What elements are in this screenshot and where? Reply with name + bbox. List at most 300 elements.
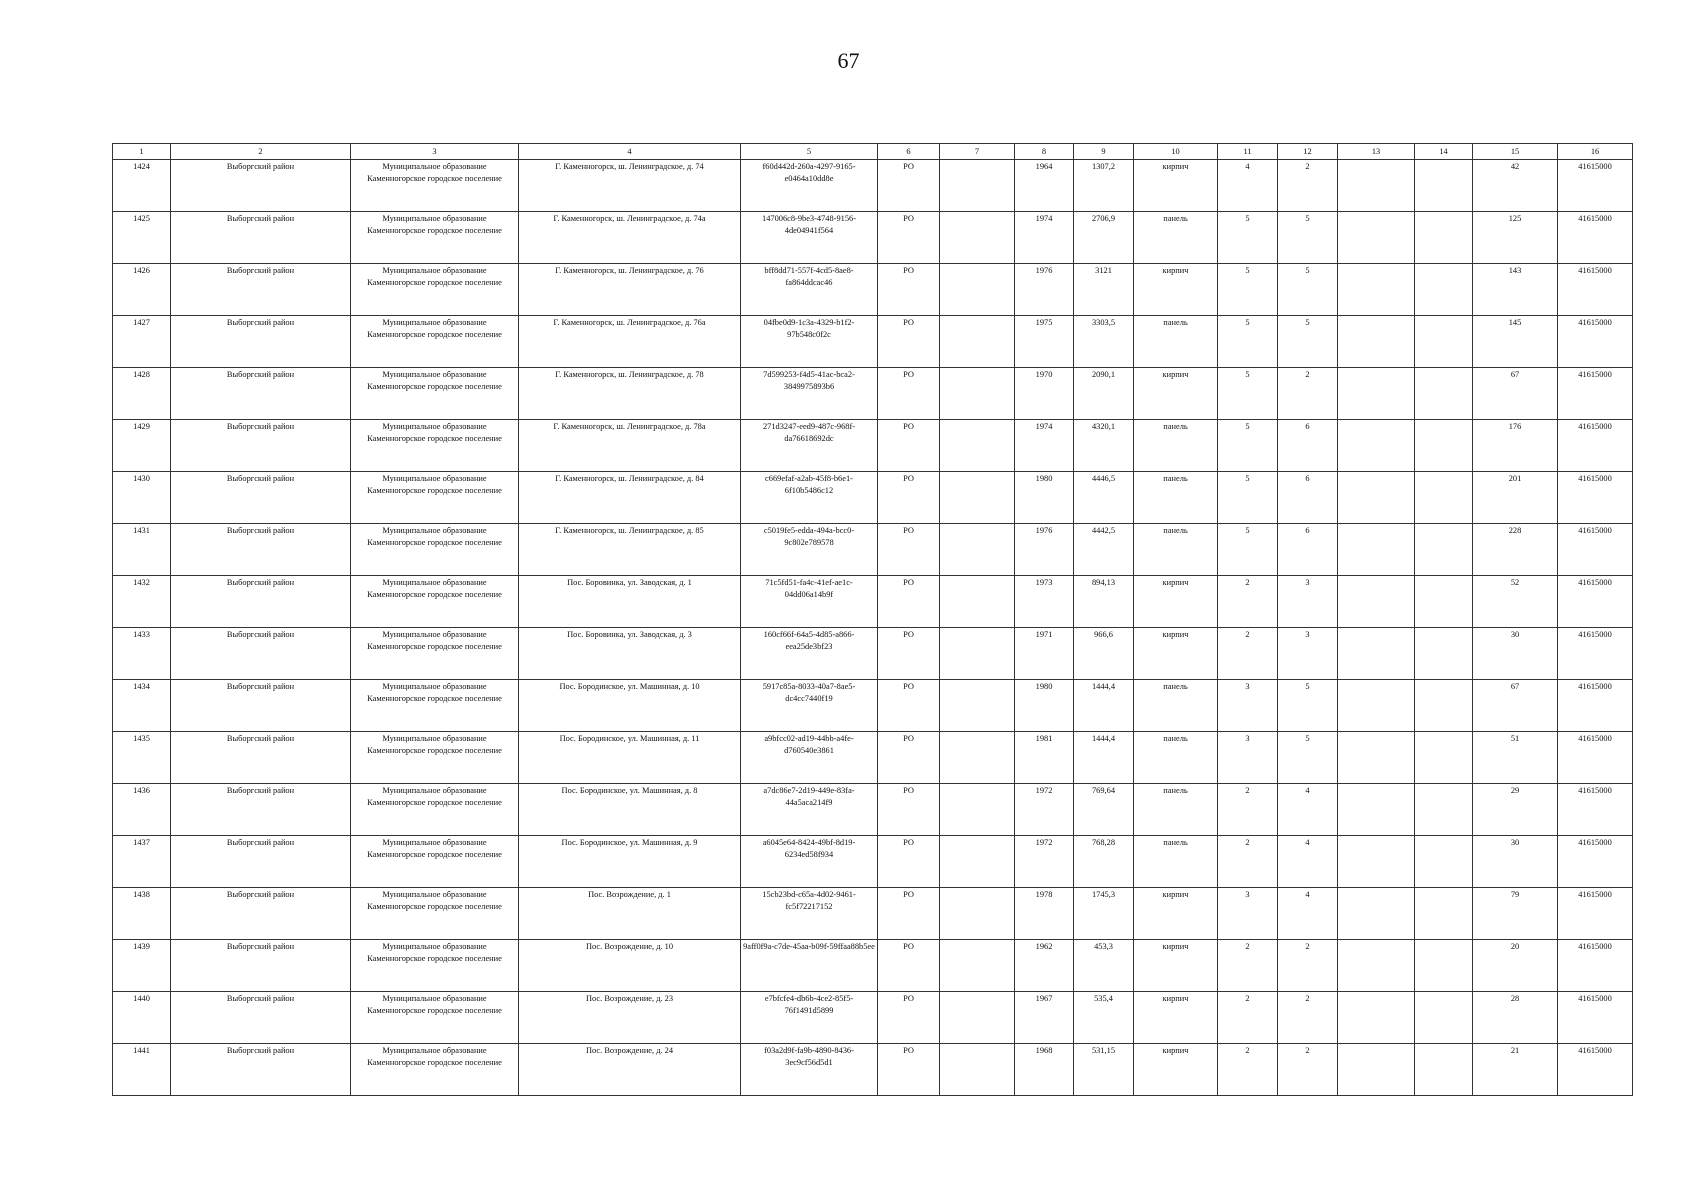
table-cell-col-14 — [1415, 1044, 1473, 1096]
table-cell-col-10: панель — [1134, 420, 1218, 472]
table-cell-col-11: 5 — [1218, 472, 1278, 524]
table-cell-col-15: 143 — [1473, 264, 1558, 316]
table-cell-col-6: РО — [878, 628, 940, 680]
table-cell-col-3: Муниципальное образование Каменногорское городское поселение — [351, 368, 519, 420]
column-header-7: 7 — [940, 144, 1015, 160]
table-cell-col-11: 2 — [1218, 784, 1278, 836]
table-cell-col-12: 5 — [1278, 212, 1338, 264]
table-cell-col-11: 5 — [1218, 316, 1278, 368]
table-cell-col-11: 5 — [1218, 368, 1278, 420]
table-cell-col-6: РО — [878, 316, 940, 368]
table-cell-col-12: 5 — [1278, 680, 1338, 732]
table-cell-col-4: Пос. Бородинское, ул. Машинная, д. 11 — [519, 732, 741, 784]
table-row — [113, 1044, 1633, 1096]
table-row — [113, 212, 1633, 264]
table-cell-col-3: Муниципальное образование Каменногорское городское поселение — [351, 264, 519, 316]
table-cell-col-5: 15cb23bd-c65a-4d02-9461-fc5f72217152 — [741, 888, 878, 940]
table-cell-col-12: 6 — [1278, 472, 1338, 524]
table-cell-col-12: 4 — [1278, 836, 1338, 888]
table-cell-col-11: 2 — [1218, 628, 1278, 680]
table-cell-col-2: Выборгский район — [171, 160, 351, 212]
table-cell-col-12: 3 — [1278, 576, 1338, 628]
table-cell-col-4: Г. Каменногорск, ш. Ленинградское, д. 78а — [519, 420, 741, 472]
table-cell-col-11: 2 — [1218, 992, 1278, 1044]
table-cell-col-9: 966,6 — [1074, 628, 1134, 680]
table-cell-col-5: 5917c85a-8033-40a7-8ae5-dc4cc7440f19 — [741, 680, 878, 732]
table-cell-col-9: 2090,1 — [1074, 368, 1134, 420]
table-cell-col-1: 1439 — [113, 940, 171, 992]
table-cell-col-12: 2 — [1278, 940, 1338, 992]
table-cell-col-2: Выборгский район — [171, 1044, 351, 1096]
table-cell-col-7 — [940, 940, 1015, 992]
table-cell-col-9: 4320,1 — [1074, 420, 1134, 472]
table-cell-col-15: 67 — [1473, 680, 1558, 732]
table-cell-col-12: 2 — [1278, 160, 1338, 212]
table-cell-col-1: 1425 — [113, 212, 171, 264]
table-cell-col-15: 42 — [1473, 160, 1558, 212]
table-cell-col-15: 79 — [1473, 888, 1558, 940]
table-cell-col-15: 201 — [1473, 472, 1558, 524]
table-cell-col-5: 04fbe0d9-1c3a-4329-b1f2-97b548c0f2c — [741, 316, 878, 368]
table-cell-col-4: Г. Каменногорск, ш. Ленинградское, д. 74 — [519, 160, 741, 212]
table-cell-col-11: 3 — [1218, 680, 1278, 732]
table-cell-col-2: Выборгский район — [171, 524, 351, 576]
table-cell-col-10: кирпич — [1134, 368, 1218, 420]
table-cell-col-13 — [1338, 576, 1415, 628]
table-cell-col-15: 176 — [1473, 420, 1558, 472]
table-cell-col-3: Муниципальное образование Каменногорское городское поселение — [351, 784, 519, 836]
table-cell-col-8: 1968 — [1015, 1044, 1074, 1096]
column-header-3: 3 — [351, 144, 519, 160]
table-cell-col-13 — [1338, 940, 1415, 992]
table-cell-col-5: f03a2d9f-fa9b-4890-8436-3ec9cf56d5d1 — [741, 1044, 878, 1096]
table-cell-col-8: 1962 — [1015, 940, 1074, 992]
column-header-13: 13 — [1338, 144, 1415, 160]
table-cell-col-9: 4442,5 — [1074, 524, 1134, 576]
table-cell-col-2: Выборгский район — [171, 264, 351, 316]
table-row — [113, 940, 1633, 992]
table-cell-col-10: кирпич — [1134, 160, 1218, 212]
table-cell-col-12: 3 — [1278, 628, 1338, 680]
table-cell-col-13 — [1338, 888, 1415, 940]
table-body — [113, 160, 1633, 1096]
table-cell-col-10: панель — [1134, 524, 1218, 576]
table-cell-col-16: 41615000 — [1558, 420, 1633, 472]
table-cell-col-8: 1980 — [1015, 472, 1074, 524]
table-cell-col-9: 3303,5 — [1074, 316, 1134, 368]
table-cell-col-13 — [1338, 524, 1415, 576]
table-cell-col-6: РО — [878, 524, 940, 576]
table-cell-col-4: Пос. Бородинское, ул. Машинная, д. 10 — [519, 680, 741, 732]
table-cell-col-11: 5 — [1218, 524, 1278, 576]
table-cell-col-3: Муниципальное образование Каменногорское городское поселение — [351, 524, 519, 576]
table-cell-col-4: Пос. Возрождение, д. 10 — [519, 940, 741, 992]
table-cell-col-2: Выборгский район — [171, 940, 351, 992]
table-cell-col-14 — [1415, 576, 1473, 628]
table-cell-col-7 — [940, 576, 1015, 628]
table-cell-col-5: f60d442d-260a-4297-9165-e0464a10dd8e — [741, 160, 878, 212]
table-cell-col-3: Муниципальное образование Каменногорское городское поселение — [351, 420, 519, 472]
header-row — [113, 144, 1633, 160]
table-cell-col-8: 1980 — [1015, 680, 1074, 732]
table-cell-col-4: Г. Каменногорск, ш. Ленинградское, д. 78 — [519, 368, 741, 420]
table-cell-col-7 — [940, 524, 1015, 576]
table-cell-col-2: Выборгский район — [171, 784, 351, 836]
table-cell-col-5: a7dc86e7-2d19-449e-83fa-44a5aca214f9 — [741, 784, 878, 836]
table-row — [113, 576, 1633, 628]
table-cell-col-10: кирпич — [1134, 888, 1218, 940]
table-row — [113, 160, 1633, 212]
column-header-6: 6 — [878, 144, 940, 160]
table-cell-col-16: 41615000 — [1558, 732, 1633, 784]
table-cell-col-5: 71c5fd51-fa4c-41ef-ae1c-04dd06a14b9f — [741, 576, 878, 628]
table-row — [113, 316, 1633, 368]
table-cell-col-1: 1429 — [113, 420, 171, 472]
table-cell-col-15: 20 — [1473, 940, 1558, 992]
table-cell-col-16: 41615000 — [1558, 784, 1633, 836]
table-cell-col-15: 28 — [1473, 992, 1558, 1044]
table-cell-col-4: Пос. Возрождение, д. 24 — [519, 1044, 741, 1096]
table-cell-col-12: 6 — [1278, 524, 1338, 576]
column-header-2: 2 — [171, 144, 351, 160]
table-cell-col-6: РО — [878, 940, 940, 992]
table-cell-col-6: РО — [878, 212, 940, 264]
table-cell-col-10: кирпич — [1134, 576, 1218, 628]
table-cell-col-4: Г. Каменногорск, ш. Ленинградское, д. 76а — [519, 316, 741, 368]
column-header-4: 4 — [519, 144, 741, 160]
table-cell-col-14 — [1415, 368, 1473, 420]
table-cell-col-3: Муниципальное образование Каменногорское городское поселение — [351, 316, 519, 368]
table-cell-col-7 — [940, 680, 1015, 732]
table-cell-col-13 — [1338, 368, 1415, 420]
table-row — [113, 992, 1633, 1044]
table-cell-col-16: 41615000 — [1558, 212, 1633, 264]
table-cell-col-10: панель — [1134, 836, 1218, 888]
table-cell-col-13 — [1338, 316, 1415, 368]
table-cell-col-16: 41615000 — [1558, 472, 1633, 524]
table-cell-col-1: 1437 — [113, 836, 171, 888]
table-cell-col-7 — [940, 888, 1015, 940]
table-cell-col-6: РО — [878, 472, 940, 524]
table-row — [113, 784, 1633, 836]
page-number: 67 — [837, 48, 860, 73]
table-cell-col-16: 41615000 — [1558, 368, 1633, 420]
table-cell-col-2: Выборгский район — [171, 368, 351, 420]
column-header-16: 16 — [1558, 144, 1633, 160]
table-cell-col-10: кирпич — [1134, 628, 1218, 680]
table-cell-col-9: 3121 — [1074, 264, 1134, 316]
table-cell-col-13 — [1338, 212, 1415, 264]
table-cell-col-14 — [1415, 888, 1473, 940]
column-header-10: 10 — [1134, 144, 1218, 160]
table-row — [113, 264, 1633, 316]
table-cell-col-11: 2 — [1218, 1044, 1278, 1096]
table-cell-col-5: a9bfcc02-ad19-44bb-a4fe-d760540e3861 — [741, 732, 878, 784]
table-cell-col-5: a6045e64-8424-49bf-8d19-6234ed58f934 — [741, 836, 878, 888]
table-cell-col-8: 1964 — [1015, 160, 1074, 212]
table-cell-col-1: 1427 — [113, 316, 171, 368]
column-header-11: 11 — [1218, 144, 1278, 160]
table-cell-col-5: bff8dd71-557f-4cd5-8ae8-fa864ddcac46 — [741, 264, 878, 316]
table-row — [113, 836, 1633, 888]
table-cell-col-16: 41615000 — [1558, 524, 1633, 576]
table-cell-col-2: Выборгский район — [171, 576, 351, 628]
table-cell-col-12: 4 — [1278, 784, 1338, 836]
table-cell-col-13 — [1338, 160, 1415, 212]
table-cell-col-9: 769,64 — [1074, 784, 1134, 836]
table-cell-col-14 — [1415, 420, 1473, 472]
table-cell-col-15: 67 — [1473, 368, 1558, 420]
column-header-1: 1 — [113, 144, 171, 160]
table-cell-col-6: РО — [878, 836, 940, 888]
table-cell-col-7 — [940, 836, 1015, 888]
table-cell-col-2: Выборгский район — [171, 628, 351, 680]
table-cell-col-13 — [1338, 784, 1415, 836]
table-cell-col-3: Муниципальное образование Каменногорское городское поселение — [351, 680, 519, 732]
table-cell-col-4: Пос. Бородинское, ул. Машинная, д. 8 — [519, 784, 741, 836]
table-cell-col-12: 6 — [1278, 420, 1338, 472]
table-cell-col-2: Выборгский район — [171, 472, 351, 524]
table-cell-col-3: Муниципальное образование Каменногорское городское поселение — [351, 836, 519, 888]
table-cell-col-2: Выборгский район — [171, 420, 351, 472]
table-cell-col-10: панель — [1134, 316, 1218, 368]
table-cell-col-8: 1976 — [1015, 524, 1074, 576]
table-cell-col-9: 1745,3 — [1074, 888, 1134, 940]
table-cell-col-8: 1974 — [1015, 212, 1074, 264]
table-cell-col-13 — [1338, 264, 1415, 316]
table-cell-col-3: Муниципальное образование Каменногорское городское поселение — [351, 888, 519, 940]
table-cell-col-5: 160cf66f-64a5-4d85-a866-eea25de3bf23 — [741, 628, 878, 680]
table-cell-col-1: 1424 — [113, 160, 171, 212]
table-cell-col-6: РО — [878, 888, 940, 940]
table-header — [113, 144, 1633, 160]
table-cell-col-15: 21 — [1473, 1044, 1558, 1096]
table-cell-col-10: панель — [1134, 784, 1218, 836]
table-cell-col-1: 1432 — [113, 576, 171, 628]
table-cell-col-7 — [940, 1044, 1015, 1096]
table-cell-col-7 — [940, 472, 1015, 524]
table-cell-col-4: Г. Каменногорск, ш. Ленинградское, д. 76 — [519, 264, 741, 316]
table-cell-col-7 — [940, 732, 1015, 784]
table-cell-col-14 — [1415, 732, 1473, 784]
table-cell-col-14 — [1415, 628, 1473, 680]
table-cell-col-7 — [940, 628, 1015, 680]
table-cell-col-8: 1975 — [1015, 316, 1074, 368]
table-cell-col-11: 5 — [1218, 420, 1278, 472]
table-cell-col-8: 1972 — [1015, 784, 1074, 836]
table-cell-col-2: Выборгский район — [171, 316, 351, 368]
table-cell-col-14 — [1415, 316, 1473, 368]
table-cell-col-13 — [1338, 836, 1415, 888]
table-cell-col-1: 1438 — [113, 888, 171, 940]
table-cell-col-11: 4 — [1218, 160, 1278, 212]
column-header-8: 8 — [1015, 144, 1074, 160]
table-cell-col-6: РО — [878, 732, 940, 784]
column-header-15: 15 — [1473, 144, 1558, 160]
table-cell-col-13 — [1338, 732, 1415, 784]
table-cell-col-4: Г. Каменногорск, ш. Ленинградское, д. 85 — [519, 524, 741, 576]
housing-registry-table — [112, 143, 1633, 1096]
table-cell-col-15: 145 — [1473, 316, 1558, 368]
table-cell-col-3: Муниципальное образование Каменногорское городское поселение — [351, 576, 519, 628]
table-cell-col-4: Пос. Боровинка, ул. Заводская, д. 3 — [519, 628, 741, 680]
table-cell-col-8: 1978 — [1015, 888, 1074, 940]
table-cell-col-14 — [1415, 524, 1473, 576]
table-cell-col-13 — [1338, 992, 1415, 1044]
table-cell-col-5: 7d599253-f4d5-41ac-bca2-3849975893b6 — [741, 368, 878, 420]
table-cell-col-15: 228 — [1473, 524, 1558, 576]
table-cell-col-8: 1974 — [1015, 420, 1074, 472]
table-row — [113, 888, 1633, 940]
table-cell-col-1: 1440 — [113, 992, 171, 1044]
table-cell-col-13 — [1338, 680, 1415, 732]
column-header-9: 9 — [1074, 144, 1134, 160]
table-cell-col-11: 2 — [1218, 836, 1278, 888]
table-cell-col-5: 9aff0f9a-c7de-45aa-b09f-59ffaa88b5ee — [741, 940, 878, 992]
table-cell-col-10: панель — [1134, 212, 1218, 264]
table-cell-col-4: Пос. Бородинское, ул. Машинная, д. 9 — [519, 836, 741, 888]
table-cell-col-10: кирпич — [1134, 940, 1218, 992]
table-cell-col-5: e7bfcfe4-db6b-4ce2-85f5-76f1491d5899 — [741, 992, 878, 1044]
table-cell-col-2: Выборгский район — [171, 836, 351, 888]
table-cell-col-7 — [940, 160, 1015, 212]
table-cell-col-4: Г. Каменногорск, ш. Ленинградское, д. 84 — [519, 472, 741, 524]
table-cell-col-7 — [940, 316, 1015, 368]
table-cell-col-5: c669efaf-a2ab-45f8-b6e1-6f10b5486c12 — [741, 472, 878, 524]
table-cell-col-6: РО — [878, 420, 940, 472]
table-cell-col-16: 41615000 — [1558, 628, 1633, 680]
table-cell-col-14 — [1415, 784, 1473, 836]
table-cell-col-4: Пос. Боровинка, ул. Заводская, д. 1 — [519, 576, 741, 628]
table-cell-col-2: Выборгский район — [171, 212, 351, 264]
table-cell-col-14 — [1415, 264, 1473, 316]
table-cell-col-16: 41615000 — [1558, 940, 1633, 992]
table-cell-col-6: РО — [878, 368, 940, 420]
table-cell-col-6: РО — [878, 160, 940, 212]
column-header-5: 5 — [741, 144, 878, 160]
table-cell-col-16: 41615000 — [1558, 576, 1633, 628]
table-cell-col-1: 1433 — [113, 628, 171, 680]
table-cell-col-3: Муниципальное образование Каменногорское городское поселение — [351, 160, 519, 212]
table-cell-col-1: 1434 — [113, 680, 171, 732]
table-cell-col-14 — [1415, 992, 1473, 1044]
table-row — [113, 368, 1633, 420]
table-cell-col-11: 3 — [1218, 888, 1278, 940]
table-cell-col-12: 5 — [1278, 316, 1338, 368]
table-cell-col-3: Муниципальное образование Каменногорское городское поселение — [351, 940, 519, 992]
table-row — [113, 472, 1633, 524]
table-cell-col-14 — [1415, 940, 1473, 992]
table-cell-col-7 — [940, 420, 1015, 472]
table-cell-col-11: 2 — [1218, 940, 1278, 992]
table-cell-col-8: 1976 — [1015, 264, 1074, 316]
table-cell-col-6: РО — [878, 264, 940, 316]
table-cell-col-11: 3 — [1218, 732, 1278, 784]
table-cell-col-10: панель — [1134, 472, 1218, 524]
table-cell-col-1: 1436 — [113, 784, 171, 836]
table-cell-col-11: 2 — [1218, 576, 1278, 628]
table-cell-col-10: панель — [1134, 680, 1218, 732]
table-cell-col-14 — [1415, 836, 1473, 888]
table-cell-col-13 — [1338, 628, 1415, 680]
table-cell-col-1: 1430 — [113, 472, 171, 524]
table-cell-col-14 — [1415, 680, 1473, 732]
table-cell-col-8: 1972 — [1015, 836, 1074, 888]
column-header-14: 14 — [1415, 144, 1473, 160]
table-cell-col-9: 531,15 — [1074, 1044, 1134, 1096]
table-cell-col-16: 41615000 — [1558, 888, 1633, 940]
table-cell-col-16: 41615000 — [1558, 264, 1633, 316]
table-cell-col-16: 41615000 — [1558, 316, 1633, 368]
table-cell-col-9: 535,4 — [1074, 992, 1134, 1044]
table-cell-col-9: 453,3 — [1074, 940, 1134, 992]
table-cell-col-8: 1970 — [1015, 368, 1074, 420]
table-cell-col-16: 41615000 — [1558, 992, 1633, 1044]
table-cell-col-15: 29 — [1473, 784, 1558, 836]
table-cell-col-4: Г. Каменногорск, ш. Ленинградское, д. 74а — [519, 212, 741, 264]
table-cell-col-13 — [1338, 1044, 1415, 1096]
table-cell-col-13 — [1338, 420, 1415, 472]
table-cell-col-10: панель — [1134, 732, 1218, 784]
table-cell-col-3: Муниципальное образование Каменногорское городское поселение — [351, 992, 519, 1044]
table-cell-col-4: Пос. Возрождение, д. 1 — [519, 888, 741, 940]
table-cell-col-3: Муниципальное образование Каменногорское городское поселение — [351, 732, 519, 784]
table-cell-col-2: Выборгский район — [171, 732, 351, 784]
table-cell-col-11: 5 — [1218, 212, 1278, 264]
table-cell-col-11: 5 — [1218, 264, 1278, 316]
table-cell-col-8: 1981 — [1015, 732, 1074, 784]
table-cell-col-9: 4446,5 — [1074, 472, 1134, 524]
table-cell-col-7 — [940, 264, 1015, 316]
table-cell-col-7 — [940, 368, 1015, 420]
table-cell-col-8: 1967 — [1015, 992, 1074, 1044]
table-cell-col-5: 271d3247-eed9-487c-968f-da76618692dc — [741, 420, 878, 472]
table-cell-col-16: 41615000 — [1558, 1044, 1633, 1096]
table-cell-col-15: 52 — [1473, 576, 1558, 628]
table-cell-col-9: 768,28 — [1074, 836, 1134, 888]
table-cell-col-15: 51 — [1473, 732, 1558, 784]
table-cell-col-12: 4 — [1278, 888, 1338, 940]
table-cell-col-6: РО — [878, 1044, 940, 1096]
table-cell-col-2: Выборгский район — [171, 992, 351, 1044]
table-cell-col-16: 41615000 — [1558, 160, 1633, 212]
table-cell-col-16: 41615000 — [1558, 836, 1633, 888]
table-cell-col-9: 2706,9 — [1074, 212, 1134, 264]
table-cell-col-1: 1435 — [113, 732, 171, 784]
table-cell-col-3: Муниципальное образование Каменногорское городское поселение — [351, 628, 519, 680]
table-cell-col-16: 41615000 — [1558, 680, 1633, 732]
column-header-12: 12 — [1278, 144, 1338, 160]
table-cell-col-1: 1428 — [113, 368, 171, 420]
table-cell-col-6: РО — [878, 680, 940, 732]
table-row — [113, 628, 1633, 680]
table-cell-col-10: кирпич — [1134, 1044, 1218, 1096]
table-row — [113, 524, 1633, 576]
table-cell-col-7 — [940, 212, 1015, 264]
table-row — [113, 420, 1633, 472]
table-cell-col-1: 1431 — [113, 524, 171, 576]
table-cell-col-6: РО — [878, 992, 940, 1044]
table-cell-col-2: Выборгский район — [171, 888, 351, 940]
table-cell-col-1: 1426 — [113, 264, 171, 316]
table-cell-col-9: 1444,4 — [1074, 680, 1134, 732]
table-cell-col-14 — [1415, 472, 1473, 524]
table-cell-col-10: кирпич — [1134, 992, 1218, 1044]
table-row — [113, 680, 1633, 732]
table-cell-col-6: РО — [878, 576, 940, 628]
table-cell-col-5: 147006c8-9be3-4748-9156-4de04941f564 — [741, 212, 878, 264]
table-cell-col-6: РО — [878, 784, 940, 836]
